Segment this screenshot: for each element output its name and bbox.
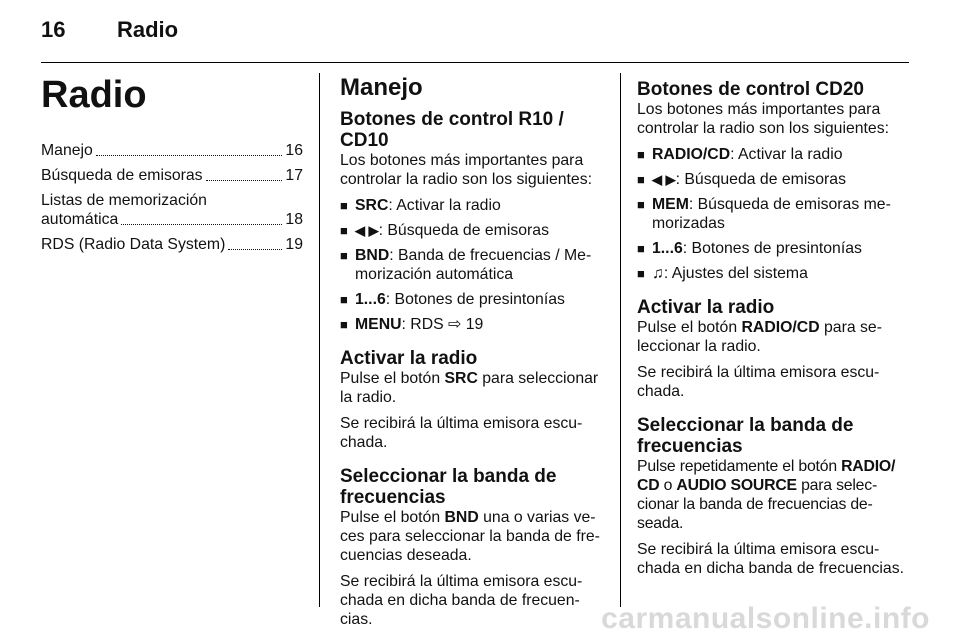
list-item: ■ ◀ ▶: Búsqueda de emisoras [637, 170, 905, 189]
toc-entry[interactable] [41, 235, 303, 254]
button-key: 1...6 [355, 291, 386, 308]
page-number: 16 [41, 17, 66, 42]
toc-entry-title: RDS (Radio Data System) [41, 236, 226, 253]
subsection-heading: Seleccionar la banda de frecuencias [637, 415, 854, 457]
toc-entry-title-line1: Listas de memorización [41, 192, 207, 209]
list-item: ■ ◀ ▶: Búsqueda de emisoras [340, 221, 606, 240]
cd20-column [637, 79, 905, 585]
button-key: SRC [355, 197, 389, 214]
toc-entry-page: 18 [285, 211, 303, 228]
toc-entry-title: Manejo [41, 142, 93, 159]
running-section-title: Radio [117, 17, 179, 42]
list-item: ■ BND: Banda de frecuencias / Memorización automática [340, 246, 606, 284]
toc-entry-page: 16 [285, 142, 303, 159]
seek-arrows-icon: ◀ ▶ [355, 223, 379, 238]
button-key: RADIO/CD [652, 146, 731, 163]
toc-entry[interactable] [41, 141, 303, 160]
page-header [41, 17, 178, 43]
toc-leader [96, 154, 283, 156]
list-item: ■ ♫: Ajustes del sistema [637, 264, 905, 283]
header-rule [41, 62, 909, 63]
button-key: MENU [355, 316, 402, 333]
list-item: ■ RADIO/CD: Activar la radio [637, 145, 905, 164]
toc-leader [228, 248, 282, 250]
column-divider-2 [620, 73, 621, 607]
paragraph: Se recibirá la última emisora escuchada en dicha banda de frecuencias. [637, 541, 904, 577]
list-item: ■ 1...6: Botones de presintonías [637, 239, 905, 258]
page-reference[interactable]: 19 [465, 316, 484, 333]
subsection-heading: Botones de control R10 / CD10 [340, 109, 564, 151]
page-reference-icon: ⇨ [448, 316, 462, 333]
paragraph: Los botones más importantes para controlar la radio son los siguientes: [340, 152, 593, 188]
list-item: ■ MENU: RDS ⇨ 19 [340, 315, 606, 334]
subsection-heading: Activar la radio [340, 348, 478, 369]
seek-arrows-icon: ◀ ▶ [652, 172, 676, 187]
chapter-title: Radio [41, 74, 147, 116]
music-note-icon: ♫ [652, 265, 664, 282]
paragraph: Pulse repetidamente el botón RADIO/ CD o AUDIO SOURCE para seleccionar la banda de frecuencias deseada. [637, 458, 896, 532]
control-list [340, 196, 606, 334]
subsection-heading: Seleccionar la banda de frecuencias [340, 466, 557, 508]
toc-entry[interactable] [41, 166, 303, 185]
toc-column [41, 74, 303, 260]
toc-entry-page: 17 [285, 167, 303, 184]
toc-entry-title-line2: automática [41, 211, 119, 228]
column-divider-1 [319, 73, 320, 607]
paragraph: Pulse el botón RADIO/CD para seleccionar la radio. [637, 319, 882, 355]
toc-leader [206, 179, 283, 181]
button-key: BND [355, 247, 390, 264]
toc-entry[interactable] [41, 191, 303, 229]
list-item: ■ 1...6: Botones de presintonías [340, 290, 606, 309]
watermark: carmanualsonline.info [601, 602, 930, 635]
paragraph: Se recibirá la última emisora escuchada. [340, 415, 583, 451]
subsection-heading: Botones de control CD20 [637, 79, 864, 100]
toc-entry-page: 19 [285, 236, 303, 253]
manejo-column [340, 74, 606, 636]
section-title: Manejo [340, 74, 423, 101]
button-key: MEM [652, 196, 689, 213]
paragraph: Los botones más importantes para controlar la radio son los siguientes: [637, 101, 890, 137]
subsection-heading: Activar la radio [637, 297, 775, 318]
paragraph: Pulse el botón SRC para seleccionar la radio. [340, 370, 599, 406]
control-list [637, 145, 905, 283]
toc-leader [121, 223, 282, 225]
paragraph: Se recibirá la última emisora escuchada en dicha banda de frecuencias. [340, 573, 583, 628]
list-item: ■ MEM: Búsqueda de emisoras memorizadas [637, 195, 905, 233]
button-key: 1...6 [652, 240, 683, 257]
paragraph: Se recibirá la última emisora escuchada. [637, 364, 880, 400]
paragraph: Pulse el botón BND una o varias veces para seleccionar la banda de frecuencias deseada. [340, 509, 600, 564]
toc-entry-title: Búsqueda de emisoras [41, 167, 203, 184]
list-item: ■ SRC: Activar la radio [340, 196, 606, 215]
